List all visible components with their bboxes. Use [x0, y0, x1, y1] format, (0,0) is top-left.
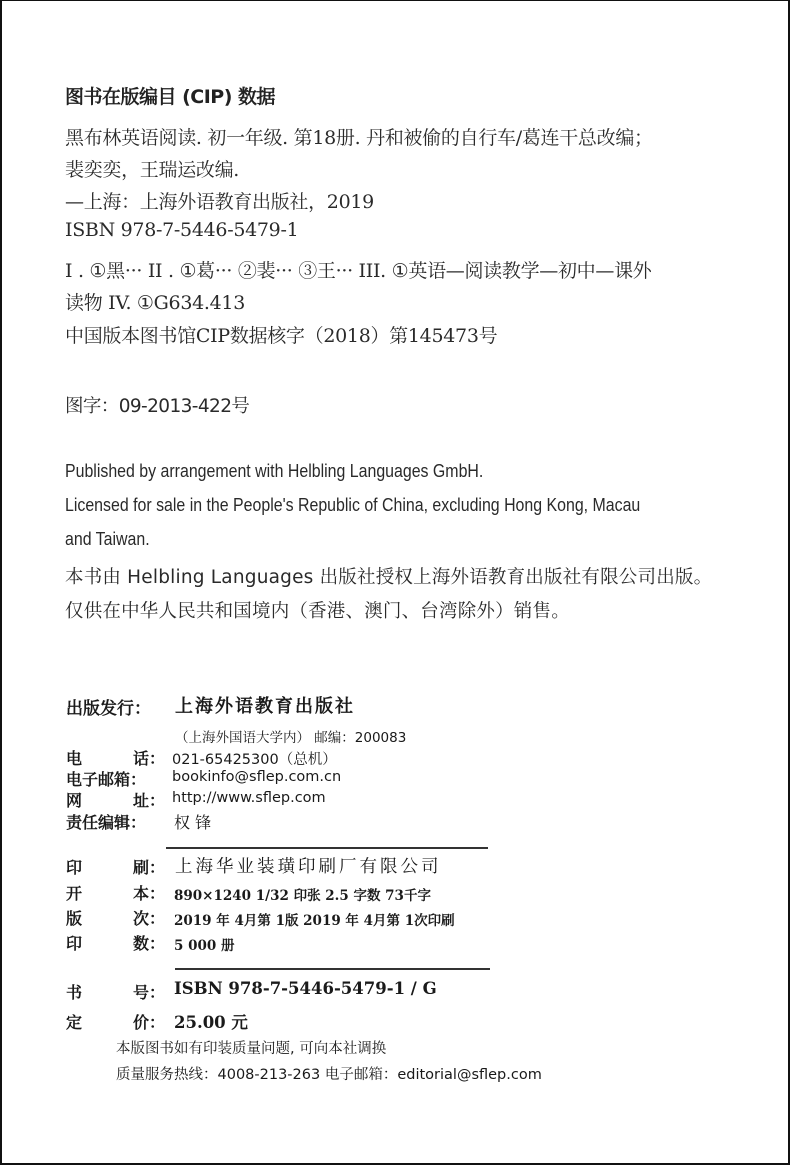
- license-chinese-2: 仅供在中华人民共和国境内（香港、澳门、台湾除外）销售。: [65, 601, 570, 622]
- price-label-a: 定: [66, 1013, 83, 1032]
- cip-line-classification-cont: 读物 IV. ①G634.413: [65, 292, 246, 314]
- printer-label-a: 印: [66, 858, 83, 877]
- email-value: bookinfo@sflep.com.cn: [172, 769, 342, 785]
- isbn-value: ISBN 978-7-5446-5479-1 / G: [174, 979, 437, 998]
- quality-hotline: 质量服务热线：4008-213-263 电子邮箱：editorial@sflep.com: [116, 1067, 542, 1083]
- email-label: 电子邮箱：: [66, 770, 147, 789]
- website-value: http://www.sflep.com: [172, 790, 326, 806]
- publisher-address: （上海外国语大学内） 邮编：200083: [175, 730, 407, 746]
- phone-value: 021-65425300（总机）: [172, 752, 337, 768]
- editor-value: 权 锋: [174, 813, 212, 832]
- print-run-label-b: 数：: [133, 934, 166, 953]
- price-label-b: 价：: [133, 1013, 166, 1032]
- cip-line-title: 黑布林英语阅读. 初一年级. 第18册. 丹和被偷的自行车/葛连干总改编；: [65, 127, 653, 149]
- isbn-label-a: 书: [66, 983, 83, 1002]
- cip-line-isbn: ISBN 978-7-5446-5479-1: [65, 219, 299, 241]
- printer-value: 上海华业装璜印刷厂有限公司: [175, 857, 442, 877]
- phone-label-b: 话：: [133, 749, 166, 768]
- publisher-name: 上海外语教育出版社: [175, 696, 355, 717]
- cip-line-editors: 裴奕奕，王瑞运改编.: [65, 159, 240, 181]
- license-english-1: Published by arrangement with Helbling Languages GmbH.: [65, 460, 484, 481]
- edition-label-a: 版: [66, 909, 83, 928]
- cip-line-classification: I . ①黑··· II . ①葛··· ②裴··· ③王··· III. ①英语—阅读教学—初中—课外: [65, 260, 652, 282]
- divider-bottom: [175, 968, 490, 970]
- cip-heading: 图书在版编目 (CIP) 数据: [65, 86, 276, 108]
- format-label-a: 开: [66, 884, 83, 903]
- quality-note: 本版图书如有印装质量问题, 可向本社调换: [116, 1041, 387, 1057]
- cip-line-approval: 中国版本图书馆CIP数据核字（2018）第145473号: [65, 325, 498, 347]
- copyright-registration: 图字：09-2013-422号: [65, 396, 250, 417]
- editor-label: 责任编辑：: [66, 813, 147, 832]
- license-english-2: Licensed for sale in the People's Republic of China, excluding Hong Kong, Macau: [65, 494, 641, 515]
- publisher-label: 出版发行：: [66, 699, 151, 719]
- isbn-label-b: 号：: [133, 983, 166, 1002]
- edition-value: 2019 年 4月第 1版 2019 年 4月第 1次印刷: [174, 913, 455, 929]
- edition-label-b: 次：: [133, 909, 166, 928]
- format-value: 890×1240 1/32 印张 2.5 字数 73千字: [174, 888, 431, 904]
- format-label-b: 本：: [133, 884, 166, 903]
- phone-label-a: 电: [66, 749, 83, 768]
- license-chinese-1: 本书由 Helbling Languages 出版社授权上海外语教育出版社有限公司出版。: [65, 567, 713, 588]
- license-english-3: and Taiwan.: [65, 528, 150, 549]
- printer-label-b: 刷：: [133, 858, 166, 877]
- website-label-b: 址：: [133, 791, 166, 810]
- print-run-value: 5 000 册: [174, 938, 235, 954]
- print-run-label-a: 印: [66, 934, 83, 953]
- price-value: 25.00 元: [174, 1013, 248, 1032]
- cip-line-publisher: —上海：上海外语教育出版社，2019: [65, 191, 374, 213]
- divider-top: [166, 847, 488, 849]
- website-label-a: 网: [66, 791, 83, 810]
